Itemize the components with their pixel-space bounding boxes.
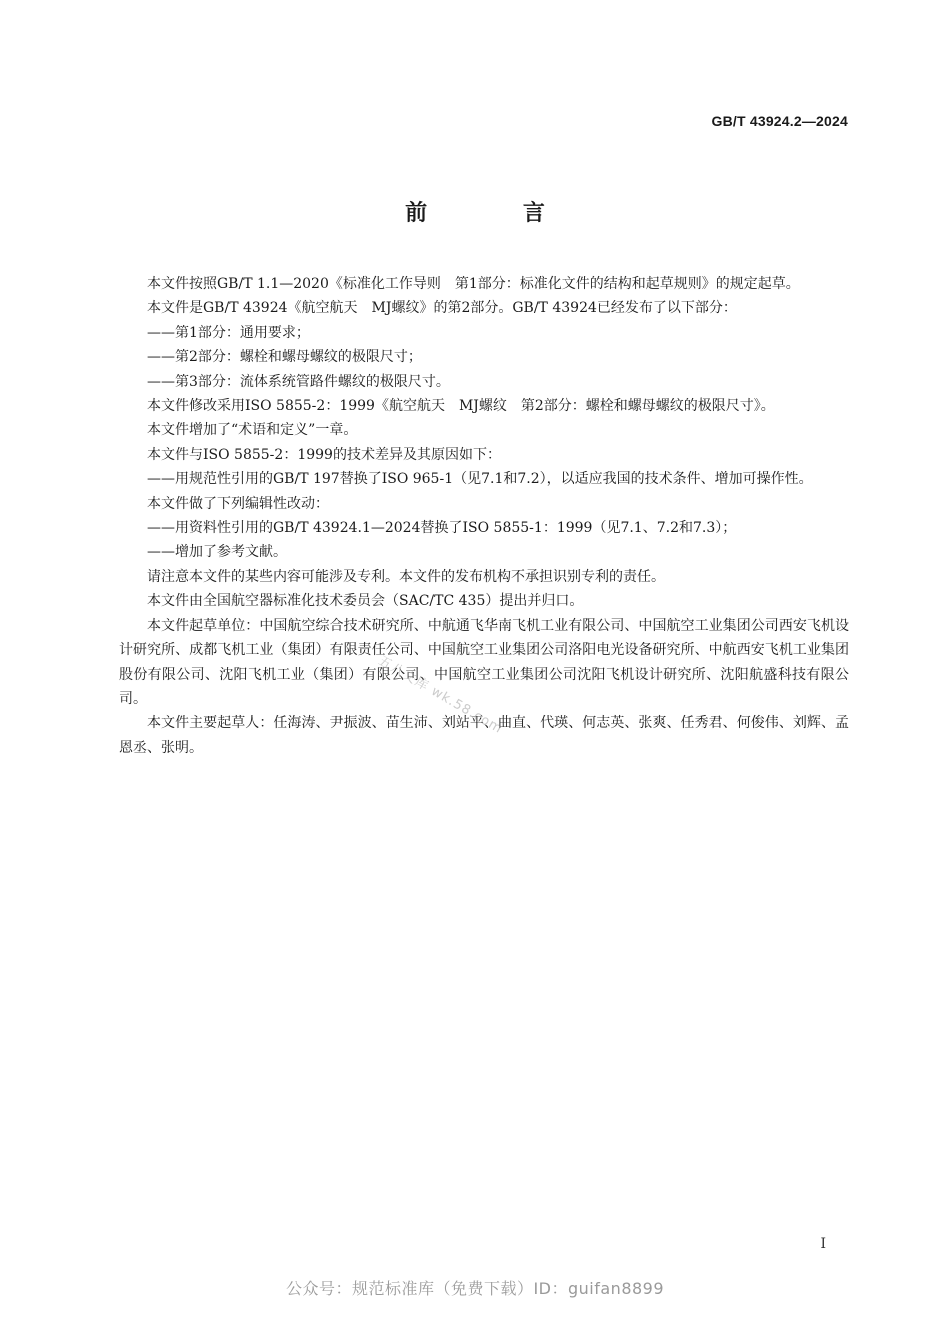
dash-marker: —— — [147, 349, 175, 366]
dash-marker: —— — [147, 544, 175, 561]
dash-marker: —— — [147, 324, 175, 341]
list-item-text: 用资料性引用的GB/T 43924.1—2024替换了ISO 5855-1：1999（见7.1、7.2和7.3）； — [175, 520, 737, 537]
paragraph: 本文件按照GB/T 1.1—2020《标准化工作导则 第1部分：标准化文件的结构和起草规则》的规定起草。 — [147, 276, 800, 292]
list-item-text: 第3部分：流体系统管路件螺纹的极限尺寸。 — [175, 373, 450, 390]
paragraph: 本文件增加了“术语和定义”一章。 — [147, 422, 358, 439]
dash-marker: —— — [147, 471, 175, 488]
list-item-text: 第2部分：螺栓和螺母螺纹的极限尺寸； — [175, 349, 422, 366]
standard-number-header: GB/T 43924.2—2024 — [711, 113, 848, 129]
list-item — [119, 370, 849, 394]
footer-banner: 公众号：规范标准库（免费下载）ID：guifan8899 — [285, 1279, 665, 1298]
paragraph: 本文件主要起草人：任海涛、尹振波、苗生沛、刘站平、曲直、代瑛、何志英、张爽、任秀君、何俊伟、刘辉、孟恩丞、张明。 — [119, 715, 849, 756]
list-item — [119, 467, 849, 491]
list-item-text: 用规范性引用的GB/T 197替换了ISO 965-1（见7.1和7.2），以适应我国的技术条件、增加可操作性。 — [175, 471, 813, 488]
dash-marker: —— — [147, 373, 175, 390]
paragraph: 本文件做了下列编辑性改动： — [147, 495, 329, 512]
watermark: 五八文库 wk.58.com — [375, 653, 506, 737]
list-item — [119, 516, 849, 540]
list-item — [119, 321, 849, 345]
dash-marker: —— — [147, 520, 175, 537]
list-item-text: 增加了参考文献。 — [175, 544, 287, 561]
list-item — [119, 540, 849, 564]
page-title: 前 言 — [405, 201, 589, 226]
paragraph: 本文件是GB/T 43924《航空航天 MJ螺纹》的第2部分。GB/T 43924已经发布了以下部分： — [147, 300, 737, 317]
paragraph: 本文件起草单位：中国航空综合技术研究所、中航通飞华南飞机工业有限公司、中国航空工业集团公司西安飞机设计研究所、成都飞机工业（集团）有限责任公司、中国航空工业集团公司洛阳电光设备研究所、中航西安飞机工业集团股份有限公司、沈阳飞机工业（集团）有限公司、中国航空工业集团公司沈阳飞机设计研究所、沈阳航盛科技有限公司。 — [119, 617, 849, 707]
list-item — [119, 345, 849, 369]
list-item-text: 第1部分：通用要求； — [175, 324, 310, 341]
paragraph: 本文件与ISO 5855-2：1999的技术差异及其原因如下： — [147, 446, 501, 463]
paragraph: 请注意本文件的某些内容可能涉及专利。本文件的发布机构不承担识别专利的责任。 — [147, 568, 665, 585]
page-number: I — [820, 1236, 826, 1252]
paragraph: 本文件修改采用ISO 5855-2：1999《航空航天 MJ螺纹 第2部分：螺栓和螺母螺纹的极限尺寸》。 — [147, 398, 775, 415]
paragraph: 本文件由全国航空器标准化技术委员会（SAC/TC 435）提出并归口。 — [147, 593, 584, 610]
foreword-content — [119, 272, 849, 760]
